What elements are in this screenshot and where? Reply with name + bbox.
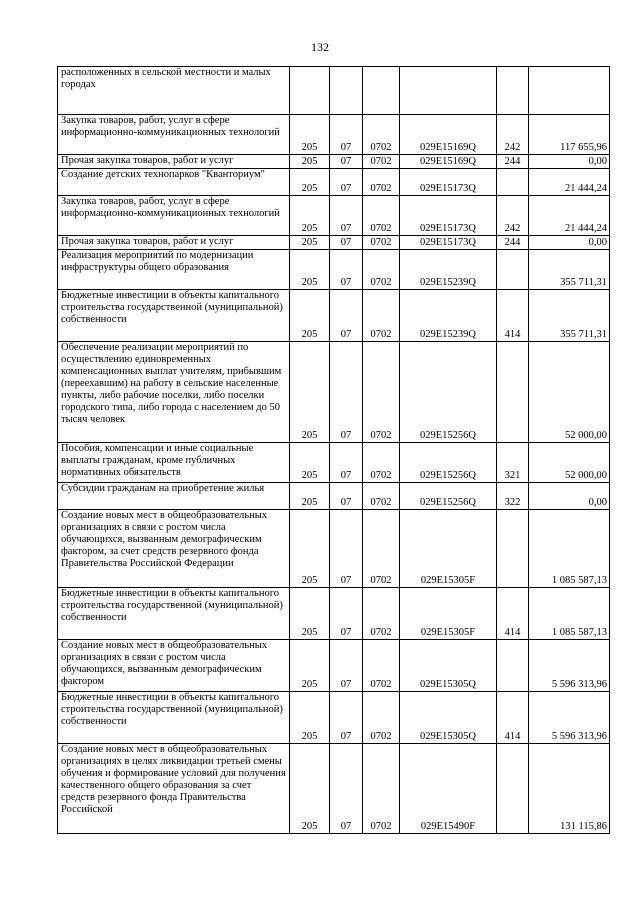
row-sum: [529, 67, 610, 115]
row-rz: 07: [330, 155, 363, 169]
row-rz: 07: [330, 236, 363, 250]
row-rz: 07: [330, 290, 363, 342]
row-sum: 21 444,24: [529, 169, 610, 196]
row-sum: 355 711,31: [529, 250, 610, 290]
row-csr: 029E15169Q: [400, 115, 497, 155]
row-sum: 355 711,31: [529, 290, 610, 342]
row-ved: 205: [290, 640, 330, 692]
row-vr: 242: [497, 115, 529, 155]
table-row: [58, 236, 610, 250]
row-ved: 205: [290, 290, 330, 342]
row-ved: 205: [290, 342, 330, 443]
row-csr: 029E15305Q: [400, 692, 497, 744]
row-vr: 414: [497, 290, 529, 342]
row-csr: 029E15305F: [400, 510, 497, 588]
row-vr: 322: [497, 483, 529, 510]
row-rz: 07: [330, 510, 363, 588]
page-number: 132: [311, 40, 329, 54]
row-ved: [290, 67, 330, 115]
row-rz: 07: [330, 342, 363, 443]
row-prz: 0702: [363, 236, 400, 250]
row-sum: 5 596 313,96: [529, 692, 610, 744]
table-row: [58, 115, 610, 155]
row-prz: 0702: [363, 155, 400, 169]
row-vr: 244: [497, 236, 529, 250]
row-prz: 0702: [363, 692, 400, 744]
row-csr: [400, 67, 497, 115]
table-row: [58, 155, 610, 169]
row-prz: 0702: [363, 640, 400, 692]
row-sum: 0,00: [529, 483, 610, 510]
row-vr: 414: [497, 692, 529, 744]
row-csr: 029E15239Q: [400, 250, 497, 290]
table-row: [58, 588, 610, 640]
row-name: Бюджетные инвестиции в объекты капитального строительства государственной (муниципальной) собственности: [58, 692, 290, 744]
row-csr: 029E15256Q: [400, 342, 497, 443]
row-name: Субсидии гражданам на приобретение жилья: [58, 483, 290, 510]
row-vr: 414: [497, 588, 529, 640]
row-csr: 029E15256Q: [400, 443, 497, 483]
row-name: Реализация мероприятий по модернизации инфраструктуры общего образования: [58, 250, 290, 290]
table-row: [58, 169, 610, 196]
row-rz: 07: [330, 196, 363, 236]
row-name: Обеспечение реализации мероприятий по осуществлению единовременных компенсационных выплат учителям, прибывшим (переехавшим) на работу в сельские населенные пункты, либо рабочие поселки, либо поселки городского типа, либо города с населением до 50 тысяч человек: [58, 342, 290, 443]
row-csr: 029E15256Q: [400, 483, 497, 510]
row-name: Закупка товаров, работ, услуг в сфере информационно-коммуникационных технологий: [58, 196, 290, 236]
table-row: [58, 483, 610, 510]
row-csr: 029E15305F: [400, 588, 497, 640]
row-sum: 1 085 587,13: [529, 588, 610, 640]
row-prz: 0702: [363, 196, 400, 236]
row-sum: 52 000,00: [529, 342, 610, 443]
table-row: [58, 250, 610, 290]
row-sum: 5 596 313,96: [529, 640, 610, 692]
row-rz: 07: [330, 115, 363, 155]
row-name: Прочая закупка товаров, работ и услуг: [58, 236, 290, 250]
row-name: Бюджетные инвестиции в объекты капитального строительства государственной (муниципальной) собственности: [58, 588, 290, 640]
row-csr: 029E15173Q: [400, 236, 497, 250]
row-ved: 205: [290, 250, 330, 290]
row-name: Прочая закупка товаров, работ и услуг: [58, 155, 290, 169]
row-ved: 205: [290, 236, 330, 250]
row-rz: 07: [330, 588, 363, 640]
row-rz: 07: [330, 169, 363, 196]
row-rz: 07: [330, 250, 363, 290]
row-vr: [497, 744, 529, 834]
row-vr: [497, 67, 529, 115]
row-ved: 205: [290, 588, 330, 640]
table-row: [58, 196, 610, 236]
row-csr: 029E15490F: [400, 744, 497, 834]
row-rz: 07: [330, 640, 363, 692]
row-prz: [363, 67, 400, 115]
row-rz: 07: [330, 744, 363, 834]
row-ved: 205: [290, 443, 330, 483]
row-name: Создание новых мест в общеобразовательных организациях в целях ликвидации третьей смены обучения и формирование условий для получения качественного общего образования за счет средств резервного фонда Правительства Российской: [58, 744, 290, 834]
row-ved: 205: [290, 510, 330, 588]
row-name: Создание новых мест в общеобразовательных организациях в связи с ростом числа обучающихся, вызванным демографическим фактором: [58, 640, 290, 692]
row-name: Создание новых мест в общеобразовательных организациях в связи с ростом числа обучающихся, вызванным демографическим фактором, за счет средств резервного фонда Правительства Российской Федерации: [58, 510, 290, 588]
row-ved: 205: [290, 692, 330, 744]
row-name: Закупка товаров, работ, услуг в сфере информационно-коммуникационных технологий: [58, 115, 290, 155]
row-prz: 0702: [363, 250, 400, 290]
table-row: [58, 692, 610, 744]
row-sum: 0,00: [529, 155, 610, 169]
row-csr: 029E15239Q: [400, 290, 497, 342]
row-name: расположенных в сельской местности и малых городах: [58, 67, 290, 115]
row-ved: 205: [290, 155, 330, 169]
row-rz: [330, 67, 363, 115]
row-rz: 07: [330, 443, 363, 483]
row-sum: 52 000,00: [529, 443, 610, 483]
row-vr: [497, 169, 529, 196]
row-csr: 029E15173Q: [400, 169, 497, 196]
row-sum: 21 444,24: [529, 196, 610, 236]
row-ved: 205: [290, 744, 330, 834]
row-ved: 205: [290, 169, 330, 196]
row-name: Создание детских технопарков "Кванториум": [58, 169, 290, 196]
row-name: Бюджетные инвестиции в объекты капитального строительства государственной (муниципальной) собственности: [58, 290, 290, 342]
row-prz: 0702: [363, 290, 400, 342]
table-row: [58, 67, 610, 115]
row-prz: 0702: [363, 169, 400, 196]
table-row: [58, 744, 610, 834]
row-prz: 0702: [363, 510, 400, 588]
row-rz: 07: [330, 692, 363, 744]
row-rz: 07: [330, 483, 363, 510]
row-sum: 117 655,96: [529, 115, 610, 155]
table-row: [58, 290, 610, 342]
row-prz: 0702: [363, 443, 400, 483]
budget-table: [57, 66, 610, 834]
row-vr: 244: [497, 155, 529, 169]
row-sum: 0,00: [529, 236, 610, 250]
table-row: [58, 443, 610, 483]
row-prz: 0702: [363, 588, 400, 640]
row-prz: 0702: [363, 342, 400, 443]
row-ved: 205: [290, 115, 330, 155]
row-vr: [497, 510, 529, 588]
table-row: [58, 640, 610, 692]
row-sum: 131 115,86: [529, 744, 610, 834]
row-vr: 321: [497, 443, 529, 483]
row-csr: 029E15173Q: [400, 196, 497, 236]
table-row: [58, 510, 610, 588]
row-csr: 029E15169Q: [400, 155, 497, 169]
row-csr: 029E15305Q: [400, 640, 497, 692]
row-ved: 205: [290, 196, 330, 236]
row-vr: 242: [497, 196, 529, 236]
row-ved: 205: [290, 483, 330, 510]
row-vr: [497, 250, 529, 290]
row-prz: 0702: [363, 483, 400, 510]
row-prz: 0702: [363, 115, 400, 155]
row-vr: [497, 342, 529, 443]
row-prz: 0702: [363, 744, 400, 834]
table-row: [58, 342, 610, 443]
row-vr: [497, 640, 529, 692]
row-sum: 1 085 587,13: [529, 510, 610, 588]
row-name: Пособия, компенсации и иные социальные выплаты гражданам, кроме публичных нормативных обязательств: [58, 443, 290, 483]
